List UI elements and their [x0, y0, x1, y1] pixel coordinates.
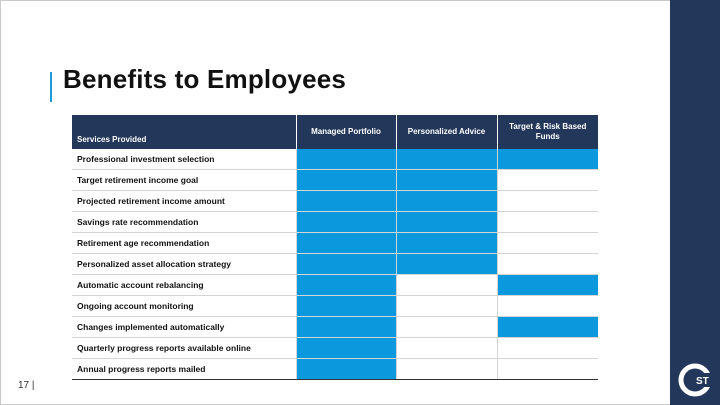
benefit-included-cell	[396, 191, 497, 212]
benefit-empty-cell	[497, 212, 598, 233]
benefits-table	[72, 115, 598, 380]
benefit-empty-cell	[396, 338, 497, 359]
benefit-included-cell	[296, 191, 396, 212]
table-body	[72, 149, 598, 380]
benefit-included-cell	[296, 149, 396, 170]
column-header-services: Services Provided	[72, 115, 296, 149]
slide-title: Benefits to Employees	[63, 64, 347, 94]
table-row	[72, 296, 598, 317]
benefit-included-cell	[296, 212, 396, 233]
service-label: Ongoing account monitoring	[72, 296, 296, 317]
benefit-empty-cell	[497, 233, 598, 254]
benefit-included-cell	[497, 149, 598, 170]
service-label: Retirement age recommendation	[72, 233, 296, 254]
service-label: Savings rate recommendation	[72, 212, 296, 233]
table-row	[72, 275, 598, 296]
benefit-empty-cell	[497, 338, 598, 359]
table-row	[72, 338, 598, 359]
table-row	[72, 191, 598, 212]
benefit-included-cell	[296, 233, 396, 254]
benefit-included-cell	[396, 149, 497, 170]
brand-side-band	[670, 0, 720, 405]
service-label: Quarterly progress reports available online	[72, 338, 296, 359]
benefit-included-cell	[296, 359, 396, 380]
benefit-included-cell	[497, 317, 598, 338]
benefit-included-cell	[296, 254, 396, 275]
table-row	[72, 149, 598, 170]
column-header-target-risk-funds: Target & Risk Based Funds	[497, 115, 598, 149]
benefit-included-cell	[296, 338, 396, 359]
benefit-empty-cell	[497, 191, 598, 212]
table-row	[72, 317, 598, 338]
benefit-empty-cell	[497, 296, 598, 317]
benefit-empty-cell	[497, 254, 598, 275]
table-row	[72, 170, 598, 191]
service-label: Automatic account rebalancing	[72, 275, 296, 296]
table-row	[72, 359, 598, 380]
benefit-included-cell	[296, 317, 396, 338]
service-label: Professional investment selection	[72, 149, 296, 170]
benefit-included-cell	[296, 296, 396, 317]
benefit-included-cell	[396, 170, 497, 191]
benefit-included-cell	[296, 170, 396, 191]
benefit-included-cell	[296, 275, 396, 296]
table-row	[72, 212, 598, 233]
benefit-empty-cell	[396, 275, 497, 296]
benefit-empty-cell	[497, 170, 598, 191]
page-number: 17 |	[18, 380, 35, 391]
service-label: Personalized asset allocation strategy	[72, 254, 296, 275]
benefit-empty-cell	[497, 359, 598, 380]
benefit-empty-cell	[396, 296, 497, 317]
service-label: Target retirement income goal	[72, 170, 296, 191]
logo-letters: ST	[696, 376, 709, 387]
service-label: Changes implemented automatically	[72, 317, 296, 338]
benefit-included-cell	[497, 275, 598, 296]
service-label: Projected retirement income amount	[72, 191, 296, 212]
benefit-included-cell	[396, 233, 497, 254]
table-row	[72, 233, 598, 254]
table-header-row	[72, 115, 598, 149]
benefit-included-cell	[396, 254, 497, 275]
service-label: Annual progress reports mailed	[72, 359, 296, 380]
title-accent-bar	[50, 72, 52, 102]
benefit-empty-cell	[396, 359, 497, 380]
company-logo	[677, 362, 713, 398]
table-row	[72, 254, 598, 275]
benefit-empty-cell	[396, 317, 497, 338]
column-header-personalized-advice: Personalized Advice	[396, 115, 497, 149]
benefit-included-cell	[396, 212, 497, 233]
column-header-managed-portfolio: Managed Portfolio	[296, 115, 396, 149]
